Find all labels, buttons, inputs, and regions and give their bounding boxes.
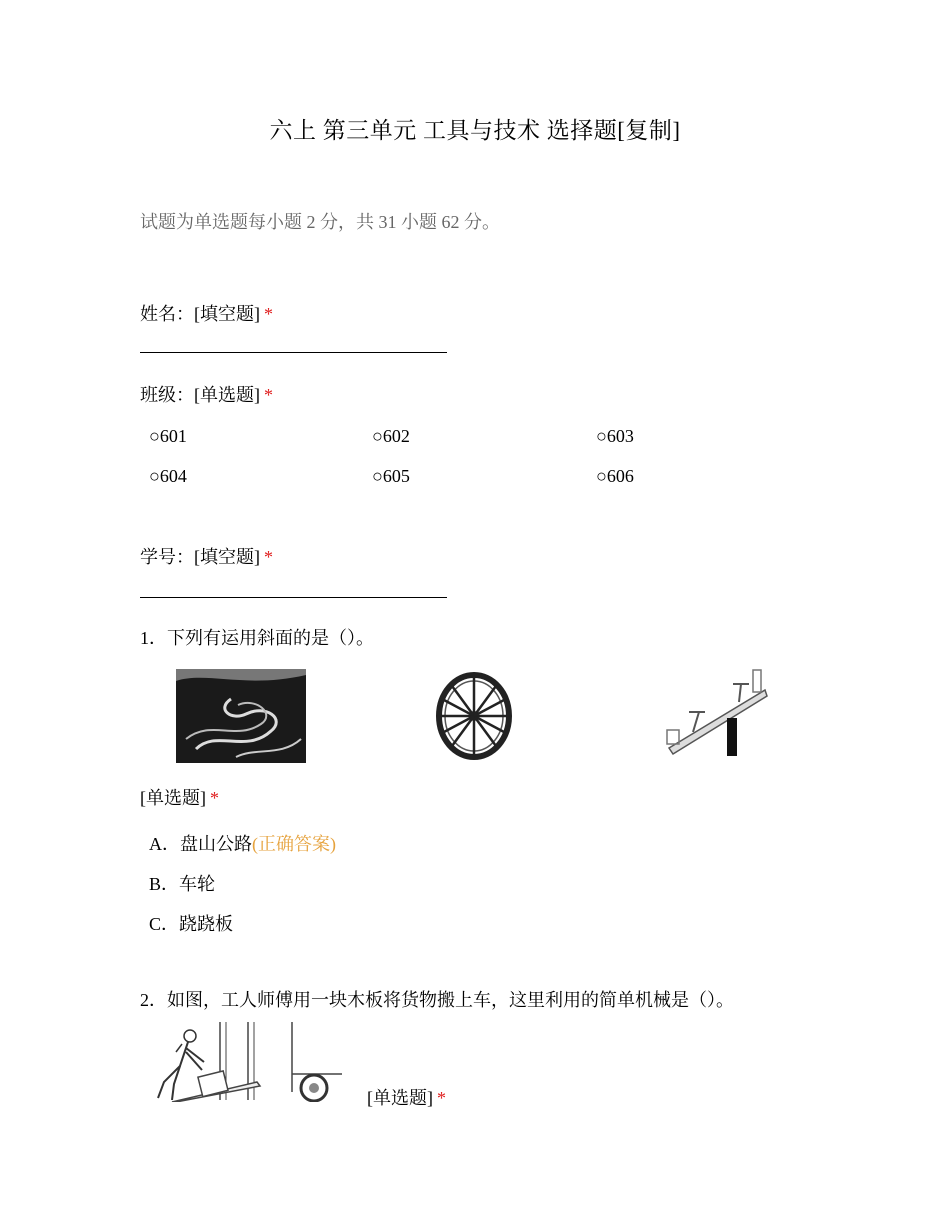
q1-option-a-label: A．盘山公路: [149, 834, 252, 854]
q1-question-type: [140, 784, 219, 810]
class-option-604[interactable]: ○604: [149, 466, 187, 486]
name-type: [填空题]: [194, 304, 260, 324]
wheel-image: [436, 672, 512, 760]
seesaw-image: [665, 668, 769, 758]
q1-option-a[interactable]: [149, 830, 336, 856]
page-title: 六上 第三单元 工具与技术 选择题[复制]: [269, 118, 681, 143]
class-option-602[interactable]: ○602: [372, 426, 410, 446]
required-mark: *: [210, 788, 219, 808]
required-mark: *: [437, 1088, 446, 1108]
required-mark: *: [264, 385, 273, 405]
correct-answer-mark: (正确答案): [252, 834, 336, 854]
class-option-606[interactable]: ○606: [596, 466, 634, 486]
q1-option-b[interactable]: B．车轮: [149, 874, 216, 894]
q1-type: [单选题]: [140, 788, 206, 808]
q2-question-type: [367, 1084, 446, 1110]
worker-ramp-truck-image: [152, 1022, 342, 1102]
name-input-line[interactable]: [140, 352, 447, 353]
id-question: [140, 543, 273, 569]
id-input-line[interactable]: [140, 597, 447, 598]
required-mark: *: [264, 547, 273, 567]
class-option-605[interactable]: ○605: [372, 466, 410, 486]
q1-option-c[interactable]: C．跷跷板: [149, 914, 234, 934]
mountain-road-image: [176, 669, 306, 763]
class-option-601[interactable]: ○601: [149, 426, 187, 446]
name-question: [140, 300, 273, 326]
survey-intro: 试题为单选题每小题 2 分，共 31 小题 62 分。: [140, 212, 500, 232]
q2-type: [单选题]: [367, 1088, 433, 1108]
q1-text: 1．下列有运用斜面的是（）。: [140, 628, 374, 648]
class-label: 班级：: [140, 385, 194, 405]
name-label: 姓名：: [140, 304, 194, 324]
id-label: 学号：: [140, 547, 194, 567]
required-mark: *: [264, 304, 273, 324]
id-type: [填空题]: [194, 547, 260, 567]
q2-text: 2．如图，工人师傅用一块木板将货物搬上车，这里利用的简单机械是（）。: [140, 990, 734, 1010]
class-question: [140, 381, 273, 407]
class-type: [单选题]: [194, 385, 260, 405]
class-option-603[interactable]: ○603: [596, 426, 634, 446]
